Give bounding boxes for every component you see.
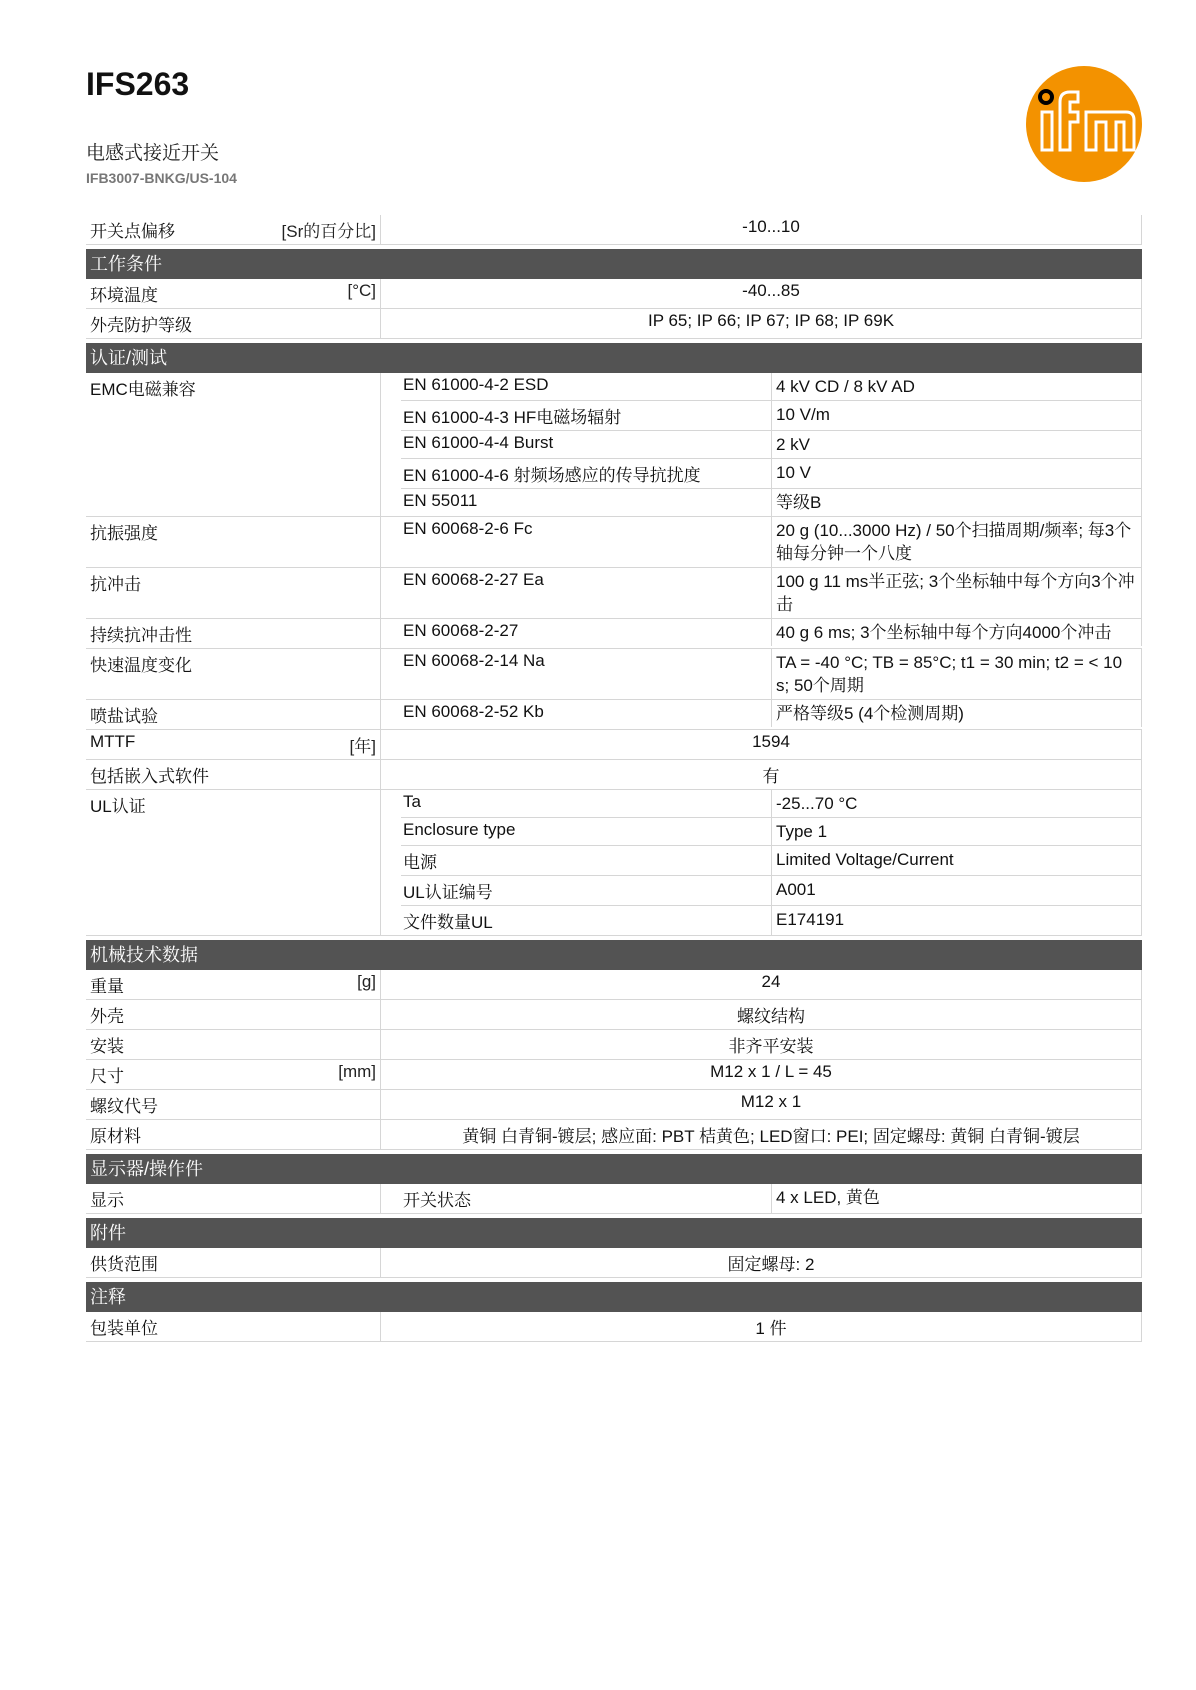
spec-value: IP 65; IP 66; IP 67; IP 68; IP 69K [401, 309, 1142, 338]
cell-gap [381, 568, 401, 618]
spec-subrow [401, 401, 1142, 431]
spec-sub-value: 10 V [772, 459, 1142, 488]
spec-row [86, 730, 1142, 760]
spec-sub-value: Limited Voltage/Current [772, 846, 1142, 875]
cell-gap [381, 790, 401, 935]
spec-row [86, 1090, 1142, 1120]
spec-row [86, 1000, 1142, 1030]
spec-label-cell [86, 373, 381, 516]
spec-label: UL认证 [90, 797, 146, 816]
spec-row [86, 1248, 1142, 1278]
spec-label: 供货范围 [90, 1255, 158, 1274]
spec-label: 外壳防护等级 [90, 316, 192, 335]
product-title: IFS263 [86, 66, 190, 102]
section-header: 认证/测试 [86, 343, 1142, 373]
spec-sub-value: 4 kV CD / 8 kV AD [772, 373, 1142, 400]
spec-label-cell [86, 568, 381, 618]
spec-subtable [401, 649, 1142, 699]
spec-subrow [401, 649, 1142, 699]
cell-gap [381, 1090, 401, 1119]
spec-row [86, 215, 1142, 245]
spec-label: 持续抗冲击性 [90, 626, 192, 645]
cell-gap [381, 215, 401, 244]
spec-row [86, 1030, 1142, 1060]
spec-row [86, 517, 1142, 568]
spec-sub-key: 电源 [401, 846, 772, 875]
cell-gap [381, 700, 401, 729]
spec-label-cell [86, 730, 381, 759]
spec-sub-value: TA = -40 °C; TB = 85°C; t1 = 30 min; t2 = < 10 s; 50个周期 [772, 649, 1142, 699]
spec-sub-key: EN 61000-4-4 Burst [401, 431, 772, 458]
cell-gap [381, 309, 401, 338]
spec-label: 外壳 [90, 1007, 124, 1026]
spec-sub-value: 严格等级5 (4个检测周期) [772, 700, 1142, 727]
spec-row [86, 1184, 1142, 1214]
section-header: 显示器/操作件 [86, 1154, 1142, 1184]
spec-value: 有 [401, 760, 1142, 789]
spec-unit: [mm] [338, 1062, 376, 1081]
spec-row [86, 373, 1142, 517]
spec-subrow [401, 619, 1142, 646]
spec-value: M12 x 1 [401, 1090, 1142, 1119]
spec-row [86, 619, 1142, 649]
spec-label-cell [86, 619, 381, 648]
spec-subrow [401, 568, 1142, 618]
spec-label-cell [86, 215, 381, 244]
spec-label: 尺寸 [90, 1067, 124, 1086]
spec-unit: [Sr的百分比] [281, 222, 376, 241]
spec-sub-key: 开关状态 [401, 1184, 772, 1213]
spec-label: 螺纹代号 [90, 1097, 158, 1116]
spec-sub-value: A001 [772, 876, 1142, 905]
spec-subtable [401, 1184, 1142, 1213]
spec-sub-value: 100 g 11 ms半正弦; 3个坐标轴中每个方向3个冲击 [772, 568, 1142, 618]
cell-gap [381, 1184, 401, 1213]
spec-label-cell [86, 760, 381, 789]
spec-label: EMC电磁兼容 [90, 380, 196, 399]
spec-label-cell [86, 1312, 381, 1341]
spec-subrow [401, 431, 1142, 459]
spec-sub-value: Type 1 [772, 818, 1142, 845]
spec-sub-key: EN 60068-2-27 [401, 619, 772, 646]
spec-label: 快速温度变化 [90, 656, 192, 675]
spec-row [86, 970, 1142, 1000]
spec-label: 包装单位 [90, 1319, 158, 1338]
spec-subrow [401, 489, 1142, 516]
spec-sub-key: UL认证编号 [401, 876, 772, 905]
cell-gap [381, 373, 401, 516]
spec-sub-key: EN 60068-2-27 Ea [401, 568, 772, 618]
spec-subrow [401, 818, 1142, 846]
spec-row [86, 279, 1142, 309]
spec-label: 喷盐试验 [90, 707, 158, 726]
section-header: 机械技术数据 [86, 940, 1142, 970]
spec-unit: [g] [357, 972, 376, 991]
product-code: IFB3007-BNKG/US-104 [86, 170, 237, 186]
spec-label-cell [86, 1090, 381, 1119]
spec-label-cell [86, 279, 381, 308]
spec-sub-key: EN 60068-2-14 Na [401, 649, 772, 699]
spec-subrow [401, 846, 1142, 876]
spec-label: 安装 [90, 1037, 124, 1056]
spec-row [86, 1060, 1142, 1090]
section-header: 注释 [86, 1282, 1142, 1312]
spec-sub-key: 文件数量UL [401, 906, 772, 935]
spec-label-cell [86, 700, 381, 729]
cell-gap [381, 517, 401, 567]
spec-label-cell [86, 649, 381, 699]
spec-sub-key: Enclosure type [401, 818, 772, 845]
cell-gap [381, 1060, 401, 1089]
spec-subtable [401, 700, 1142, 729]
spec-subtable [401, 619, 1142, 648]
spec-label: 重量 [90, 977, 124, 996]
spec-label: 开关点偏移 [90, 222, 175, 241]
spec-subtable [401, 373, 1142, 516]
spec-label: 原材料 [90, 1127, 141, 1146]
cell-gap [381, 1312, 401, 1341]
section-header: 工作条件 [86, 249, 1142, 279]
spec-unit: [年] [349, 737, 376, 756]
spec-value: -40...85 [401, 279, 1142, 308]
spec-label-cell [86, 309, 381, 338]
section-header: 附件 [86, 1218, 1142, 1248]
spec-sub-value: 4 x LED, 黄色 [772, 1184, 1142, 1213]
spec-subrow [401, 1184, 1142, 1213]
spec-row [86, 1120, 1142, 1150]
spec-row [86, 1312, 1142, 1342]
spec-sub-value: E174191 [772, 906, 1142, 935]
spec-sub-value: -25...70 °C [772, 790, 1142, 817]
spec-sub-value: 20 g (10...3000 Hz) / 50个扫描周期/频率; 每3个轴每分钟一个八度 [772, 517, 1142, 567]
spec-row [86, 790, 1142, 936]
spec-subtable [401, 568, 1142, 618]
spec-row [86, 649, 1142, 700]
cell-gap [381, 1120, 401, 1149]
spec-row [86, 309, 1142, 339]
spec-label-cell [86, 970, 381, 999]
cell-gap [381, 619, 401, 648]
spec-sub-key: EN 60068-2-52 Kb [401, 700, 772, 727]
cell-gap [381, 1030, 401, 1059]
spec-label: MTTF [90, 732, 136, 751]
spec-subrow [401, 459, 1142, 489]
cell-gap [381, 649, 401, 699]
spec-subrow [401, 790, 1142, 818]
spec-label-cell [86, 1030, 381, 1059]
spec-subtable [401, 517, 1142, 567]
spec-label-cell [86, 1248, 381, 1277]
spec-label-cell [86, 790, 381, 935]
cell-gap [381, 1000, 401, 1029]
cell-gap [381, 760, 401, 789]
spec-label-cell [86, 1000, 381, 1029]
spec-value: 24 [401, 970, 1142, 999]
spec-subrow [401, 906, 1142, 935]
spec-subrow [401, 517, 1142, 567]
spec-sub-key: EN 55011 [401, 489, 772, 516]
spec-row [86, 568, 1142, 619]
ifm-logo-icon [1024, 64, 1144, 184]
spec-sub-key: EN 61000-4-6 射频场感应的传导抗扰度 [401, 459, 772, 488]
spec-value: 1594 [401, 730, 1142, 759]
spec-label: 包括嵌入式软件 [90, 767, 209, 786]
spec-value: 1 件 [401, 1312, 1142, 1341]
spec-sub-key: EN 60068-2-6 Fc [401, 517, 772, 567]
spec-subrow [401, 700, 1142, 727]
spec-value: M12 x 1 / L = 45 [401, 1060, 1142, 1089]
spec-unit: [°C] [347, 281, 376, 300]
spec-label: 抗振强度 [90, 524, 158, 543]
spec-label: 环境温度 [90, 286, 158, 305]
spec-sub-key: Ta [401, 790, 772, 817]
spec-label-cell [86, 517, 381, 567]
spec-table [86, 215, 1142, 1342]
cell-gap [381, 970, 401, 999]
spec-row [86, 760, 1142, 790]
cell-gap [381, 1248, 401, 1277]
spec-label: 抗冲击 [90, 575, 141, 594]
spec-sub-value: 2 kV [772, 431, 1142, 458]
spec-value: 螺纹结构 [401, 1000, 1142, 1029]
spec-sub-key: EN 61000-4-3 HF电磁场辐射 [401, 401, 772, 430]
spec-subrow [401, 876, 1142, 906]
product-subtitle: 电感式接近开关 [86, 143, 220, 164]
cell-gap [381, 730, 401, 759]
spec-sub-key: EN 61000-4-2 ESD [401, 373, 772, 400]
cell-gap [381, 279, 401, 308]
spec-value: 非齐平安装 [401, 1030, 1142, 1059]
spec-sub-value: 40 g 6 ms; 3个坐标轴中每个方向4000个冲击 [772, 619, 1142, 646]
spec-sub-value: 10 V/m [772, 401, 1142, 430]
spec-sub-value: 等级B [772, 489, 1142, 516]
spec-label-cell [86, 1184, 381, 1213]
spec-label: 显示 [90, 1191, 124, 1210]
spec-label-cell [86, 1120, 381, 1149]
spec-label-cell [86, 1060, 381, 1089]
spec-subrow [401, 373, 1142, 401]
spec-row [86, 700, 1142, 730]
spec-value: -10...10 [401, 215, 1142, 244]
spec-subtable [401, 790, 1142, 935]
spec-value: 固定螺母: 2 [401, 1248, 1142, 1277]
spec-value: 黄铜 白青铜-镀层; 感应面: PBT 桔黄色; LED窗口: PEI; 固定螺母: 黄铜 白青铜-镀层 [401, 1120, 1142, 1149]
